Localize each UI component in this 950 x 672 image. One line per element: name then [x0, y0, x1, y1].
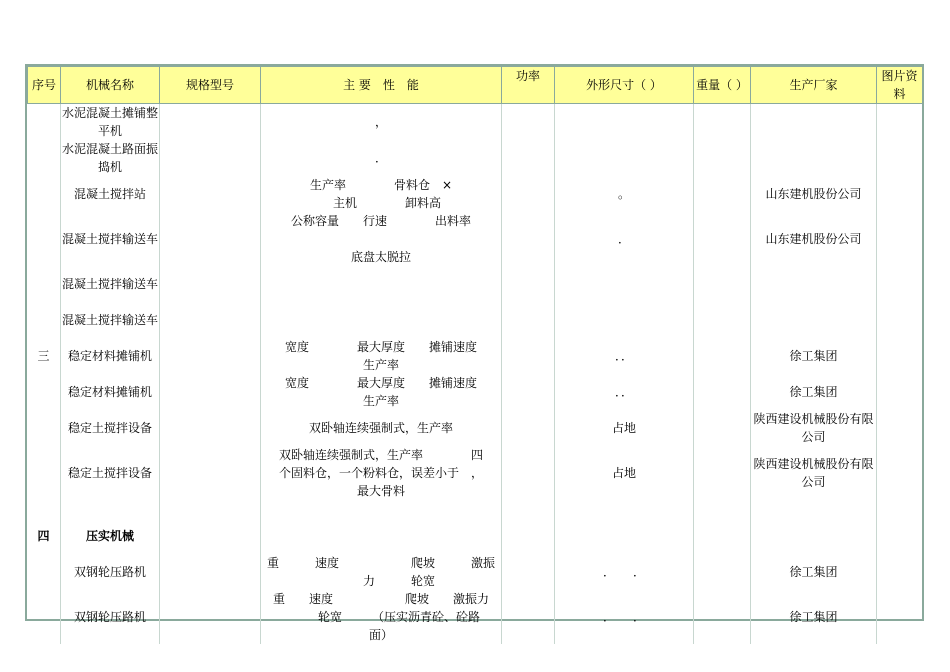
- header-maker: 生产厂家: [751, 67, 877, 104]
- cell-maker: 徐工集团: [751, 374, 877, 410]
- equipment-table: [27, 66, 923, 644]
- cell-maker: 徐工集团: [751, 590, 877, 644]
- cell-size: ．: [555, 212, 694, 266]
- cell-weight: [694, 266, 751, 302]
- cell-size: [555, 104, 694, 141]
- cell-model: [160, 374, 261, 410]
- cell-no: [28, 302, 61, 338]
- cell-weight: [694, 104, 751, 141]
- header-no: 序号: [28, 67, 61, 104]
- cell-model: [160, 338, 261, 374]
- cell-model: [160, 518, 261, 554]
- cell-size: ．．: [555, 338, 694, 374]
- cell-performance: [261, 518, 502, 554]
- cell-model: [160, 590, 261, 644]
- cell-name: 双钢轮压路机: [61, 554, 160, 590]
- cell-size: [555, 302, 694, 338]
- table-row: [28, 410, 923, 446]
- cell-image: [877, 176, 923, 212]
- cell-model: [160, 266, 261, 302]
- cell-maker: [751, 518, 877, 554]
- cell-image: [877, 446, 923, 500]
- table-row: [28, 212, 923, 266]
- cell-no: [28, 266, 61, 302]
- header-power: 功率: [502, 67, 555, 104]
- cell-image: [877, 518, 923, 554]
- cell-no: [28, 554, 61, 590]
- table-row: [28, 140, 923, 176]
- cell-name: 混凝土搅拌输送车: [61, 212, 160, 266]
- cell-power: [502, 212, 555, 266]
- cell-maker: 徐工集团: [751, 554, 877, 590]
- cell-size: [555, 518, 694, 554]
- cell-power: [502, 500, 555, 518]
- cell-name: 稳定土搅拌设备: [61, 446, 160, 500]
- cell-image: [877, 140, 923, 176]
- header-model: 规格型号: [160, 67, 261, 104]
- cell-power: [502, 302, 555, 338]
- cell-no: [28, 104, 61, 141]
- table-row: [28, 104, 923, 141]
- cell-weight: [694, 410, 751, 446]
- cell-model: [160, 302, 261, 338]
- cell-no: [28, 176, 61, 212]
- table-row: [28, 590, 923, 644]
- table-row: [28, 266, 923, 302]
- cell-no: [28, 410, 61, 446]
- cell-maker: 陕西建设机械股份有限公司: [751, 410, 877, 446]
- cell-name: 压实机械: [61, 518, 160, 554]
- cell-size: 占地: [555, 446, 694, 500]
- cell-name: 混凝土搅拌输送车: [61, 302, 160, 338]
- cell-image: [877, 338, 923, 374]
- cell-model: [160, 554, 261, 590]
- cell-maker: [751, 500, 877, 518]
- cell-performance: 双卧轴连续强制式，生产率 四 个固料仓，一个粉料仓，误差小于 ， 最大骨料: [261, 446, 502, 500]
- cell-no: [28, 140, 61, 176]
- cell-power: [502, 374, 555, 410]
- cell-performance: [261, 266, 502, 302]
- header-row: [28, 67, 923, 104]
- cell-name: [61, 500, 160, 518]
- cell-weight: [694, 212, 751, 266]
- cell-no: [28, 590, 61, 644]
- cell-weight: [694, 554, 751, 590]
- cell-size: ． ．: [555, 590, 694, 644]
- cell-power: [502, 338, 555, 374]
- cell-image: [877, 410, 923, 446]
- cell-weight: [694, 590, 751, 644]
- header-image: 图片资料: [877, 67, 923, 104]
- cell-performance: 重 速度 爬坡 激振 力 轮宽: [261, 554, 502, 590]
- cell-name: 水泥混凝土摊铺整平机: [61, 104, 160, 141]
- cell-name: 水泥混凝土路面振捣机: [61, 142, 158, 174]
- cell-model: [160, 212, 261, 266]
- cell-name: 混凝土搅拌输送车: [61, 266, 160, 302]
- cell-model: [160, 446, 261, 500]
- cell-weight: [694, 302, 751, 338]
- table-row: [28, 374, 923, 410]
- table-row: [28, 176, 923, 212]
- cell-size: [555, 500, 694, 518]
- cell-size: 占地: [555, 410, 694, 446]
- cell-weight: [694, 176, 751, 212]
- cell-image: [877, 554, 923, 590]
- cell-power: [502, 554, 555, 590]
- cell-performance: 公称容量 行速 出料率 底盘太脱拉: [261, 212, 502, 266]
- header-weight: 重量（ ）: [694, 67, 751, 104]
- table-row: [28, 302, 923, 338]
- cell-no: 四: [37, 529, 50, 543]
- cell-maker: [751, 266, 877, 302]
- cell-performance: 生产率 骨料仓 × 主机 卸料高: [261, 176, 502, 212]
- cell-no: [28, 374, 61, 410]
- cell-no: [28, 212, 61, 266]
- cell-weight: [694, 140, 751, 176]
- cell-maker: 徐工集团: [751, 338, 877, 374]
- cell-image: [877, 266, 923, 302]
- table-row: [28, 518, 923, 554]
- cell-performance: [261, 500, 502, 518]
- cell-weight: [694, 500, 751, 518]
- cell-no: 三: [37, 349, 50, 363]
- cell-performance: 重 速度 爬坡 激振力 轮宽 （压实沥青砼、砼路 面）: [261, 590, 502, 644]
- cell-size: [555, 140, 694, 176]
- cell-performance: 宽度 最大厚度 摊铺速度 生产率: [261, 338, 502, 374]
- cell-power: [502, 266, 555, 302]
- cell-model: [160, 176, 261, 212]
- cell-name: 双钢轮压路机: [61, 590, 160, 644]
- cell-performance: ，: [261, 104, 502, 141]
- cell-model: [160, 410, 261, 446]
- cell-power: [502, 410, 555, 446]
- table-row: [28, 500, 923, 518]
- cell-power: [502, 140, 555, 176]
- cell-model: [160, 104, 261, 141]
- cell-maker: [751, 302, 877, 338]
- cell-weight: [694, 518, 751, 554]
- cell-power: [502, 446, 555, 500]
- cell-performance: [261, 302, 502, 338]
- cell-power: [502, 518, 555, 554]
- cell-maker: 陕西建设机械股份有限公司: [751, 446, 877, 500]
- cell-weight: [694, 446, 751, 500]
- table-row: [28, 338, 923, 374]
- cell-size: [555, 266, 694, 302]
- cell-model: [160, 500, 261, 518]
- header-performance: 主 要 性 能: [261, 67, 502, 104]
- cell-maker: 山东建机股份公司: [751, 212, 877, 266]
- table-row: [28, 446, 923, 500]
- cell-power: [502, 104, 555, 141]
- cell-name: 混凝土搅拌站: [61, 176, 160, 212]
- cell-size: ．．: [555, 374, 694, 410]
- cell-maker: 山东建机股份公司: [751, 176, 877, 212]
- cell-power: [502, 590, 555, 644]
- cell-weight: [694, 374, 751, 410]
- cell-performance: ．: [261, 140, 502, 176]
- cell-image: [877, 590, 923, 644]
- equipment-table-frame: [25, 64, 924, 642]
- cell-performance: 宽度 最大厚度 摊铺速度 生产率: [261, 374, 502, 410]
- cell-size: ． ．: [555, 554, 694, 590]
- cell-maker: [751, 140, 877, 176]
- cell-image: [877, 302, 923, 338]
- cell-weight: [694, 338, 751, 374]
- cell-name: 稳定材料摊铺机: [61, 374, 160, 410]
- cell-name: 稳定材料摊铺机: [61, 338, 160, 374]
- table-row: [28, 554, 923, 590]
- cell-image: [877, 104, 923, 141]
- cell-image: [877, 374, 923, 410]
- cell-maker: [751, 104, 877, 141]
- cell-no: [28, 500, 61, 518]
- cell-image: [877, 500, 923, 518]
- cell-power: [502, 176, 555, 212]
- cell-name: 稳定土搅拌设备: [61, 410, 160, 446]
- cell-image: [877, 212, 923, 266]
- cell-size: 。: [555, 176, 694, 212]
- cell-no: [28, 446, 61, 500]
- header-size: 外形尺寸（ ）: [555, 67, 694, 104]
- cell-model: [160, 140, 261, 176]
- header-name: 机械名称: [61, 67, 160, 104]
- cell-performance: 双卧轴连续强制式，生产率: [261, 410, 502, 446]
